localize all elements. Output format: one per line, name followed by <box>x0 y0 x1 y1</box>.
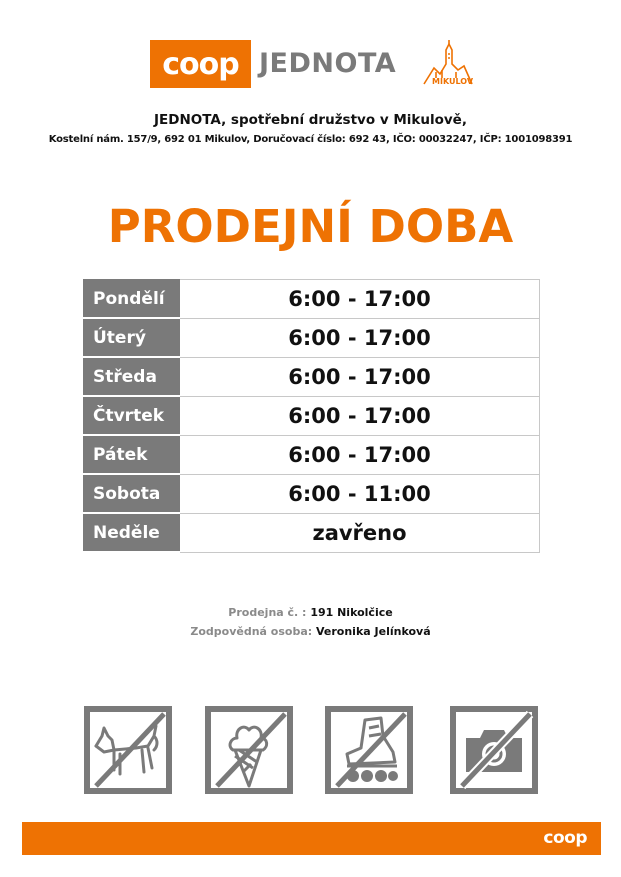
responsible-person-line <box>0 622 621 641</box>
hours-row <box>84 318 540 357</box>
company-address: Kostelní nám. 157/9, 692 01 Mikulov, Doručovací číslo: 692 43, IČO: 00032247, IČP: 1001098391 <box>48 134 573 145</box>
footer-bar <box>22 822 601 855</box>
hours-row <box>84 474 540 513</box>
store-number-line <box>0 603 621 622</box>
no-ice-cream-icon <box>205 706 293 794</box>
hours-value: zavřeno <box>180 513 540 552</box>
day-label: Pondělí <box>84 280 180 319</box>
responsible-person-value: Veronika Jelínková <box>316 625 431 638</box>
mikulov-logo-text: MIKULOV <box>432 77 474 86</box>
day-label: Sobota <box>84 474 180 513</box>
day-label: Čtvrtek <box>84 396 180 435</box>
hours-value: 6:00 - 17:00 <box>180 435 540 474</box>
no-camera-icon <box>450 706 538 794</box>
hours-value: 6:00 - 17:00 <box>180 396 540 435</box>
no-dogs-icon <box>84 706 172 794</box>
hours-value: 6:00 - 17:00 <box>180 357 540 396</box>
coop-logo: coop <box>150 40 251 88</box>
opening-hours-table <box>83 279 540 553</box>
hours-value: 6:00 - 11:00 <box>180 474 540 513</box>
hours-row <box>84 357 540 396</box>
day-label: Úterý <box>84 318 180 357</box>
prohibition-signs <box>0 706 621 798</box>
store-info <box>0 603 621 641</box>
hours-row <box>84 513 540 552</box>
page-title: PRODEJNÍ DOBA <box>107 200 514 253</box>
day-label: Neděle <box>84 513 180 552</box>
store-number-label: Prodejna č. : <box>228 606 307 619</box>
day-label: Pátek <box>84 435 180 474</box>
hours-value: 6:00 - 17:00 <box>180 280 540 319</box>
no-rollerblades-icon <box>325 706 413 794</box>
day-label: Středa <box>84 357 180 396</box>
hours-row <box>84 280 540 319</box>
hours-row <box>84 435 540 474</box>
store-number-value: 191 Nikolčice <box>310 606 393 619</box>
footer-coop-logo: coop <box>543 828 587 848</box>
hours-row <box>84 396 540 435</box>
jednota-logo: JEDNOTA <box>259 48 397 79</box>
hours-value: 6:00 - 17:00 <box>180 318 540 357</box>
company-name: JEDNOTA, spotřební družstvo v Mikulově, <box>154 112 467 128</box>
responsible-person-label: Zodpovědná osoba: <box>190 625 313 638</box>
